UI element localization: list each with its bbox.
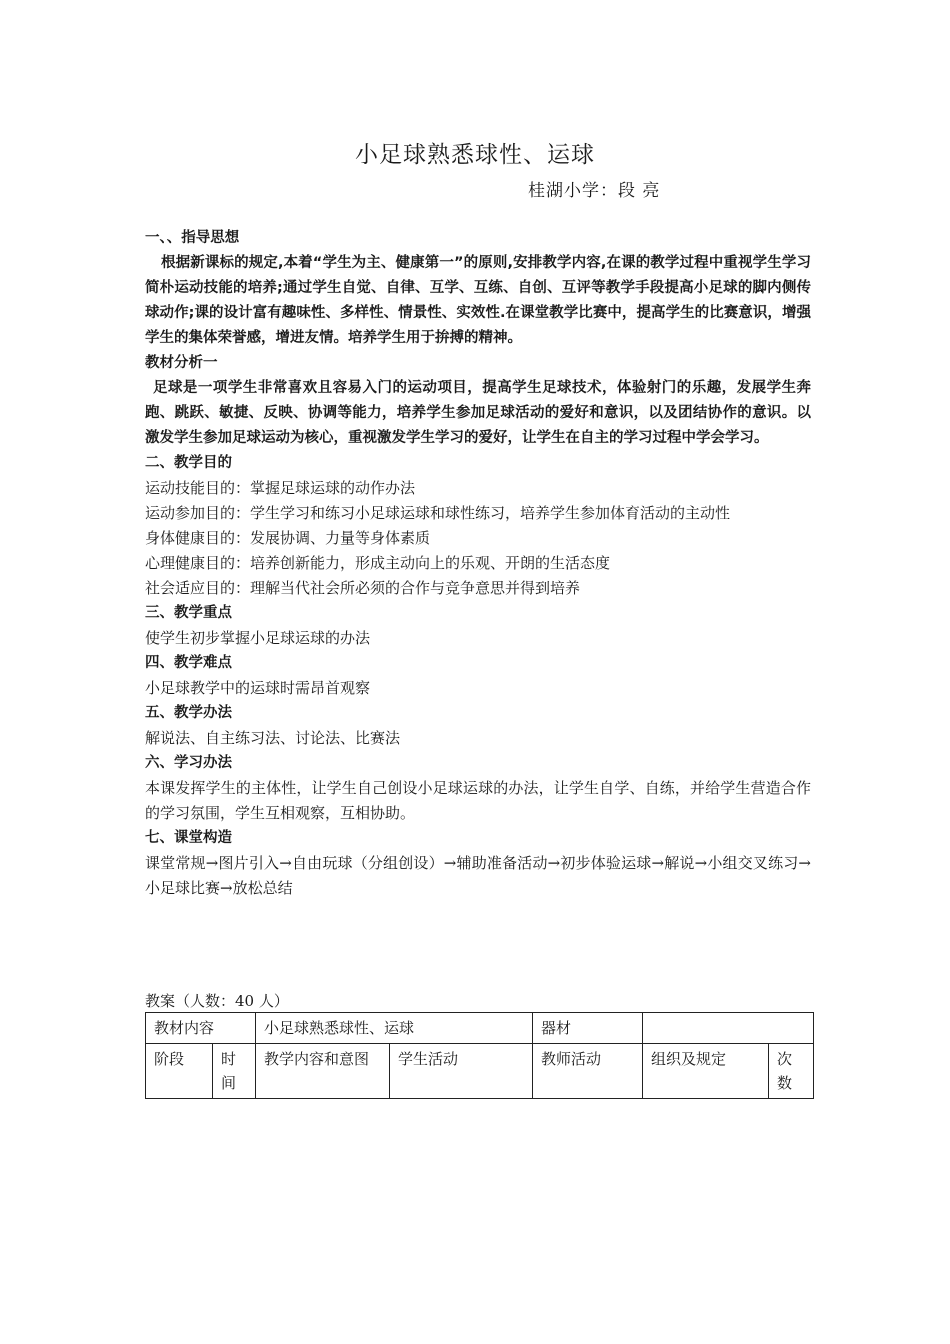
goal-item: 运动技能目的：掌握足球运球的动作办法: [145, 479, 416, 497]
author-line: 桂湖小学：段 亮: [528, 181, 661, 201]
document-title: 小足球熟悉球性、运球: [355, 142, 595, 168]
section-heading-difficulty: 四、教学难点: [145, 655, 232, 671]
plan-caption: 教案（人数：40 人）: [145, 992, 289, 1010]
goal-item: 身体健康目的：发展协调、力量等身体素质: [145, 529, 431, 547]
header-cell-time: 时间: [213, 1044, 256, 1099]
header-cell-count: 次数: [769, 1044, 814, 1099]
guide-paragraph: 根据新课标的规定,本着“学生为主、健康第一”的原则,安排教学内容,在课的教学过程中重视学生学习简朴运动技能的培养;通过学生自觉、自律、互学、互练、自创、互评等教学手段提高小足球的脚内侧传球动作;课的设计富有趣味性、多样性、情景性、实效性.在课堂教学比赛中，提高学生的比赛意识，增强学生的集体荣誉感，增进友情。培养学生用于拚搏的精神。: [145, 255, 811, 346]
section-heading-method: 五、教学办法: [145, 705, 232, 721]
learning-paragraph: 本课发挥学生的主体性，让学生自己创设小足球运球的办法，让学生自学、自练，并给学生营造合作的学习氛围，学生互相观察，互相协助。: [145, 779, 811, 822]
header-cell-organization: 组织及规定: [643, 1044, 769, 1099]
structure-paragraph: 课堂常规→图片引入→自由玩球（分组创设）→辅助准备活动→初步体验运球→解说→小组交叉练习→小足球比赛→放松总结: [145, 854, 811, 897]
goal-item: 社会适应目的：理解当代社会所必须的合作与竞争意思并得到培养: [145, 579, 581, 597]
difficulty-paragraph: 小足球教学中的运球时需昂首观察: [145, 679, 371, 697]
equipment-value-cell: [643, 1013, 814, 1044]
section-heading-material: 教材分析一: [145, 355, 218, 371]
material-label-cell: 教材内容: [146, 1013, 256, 1044]
material-value-cell: 小足球熟悉球性、运球: [256, 1013, 533, 1044]
goal-item: 运动参加目的：学生学习和练习小足球运球和球性练习，培养学生参加体育活动的主动性: [145, 504, 731, 522]
header-cell-stage: 阶段: [146, 1044, 213, 1099]
section-heading-learning: 六、学习办法: [145, 755, 232, 771]
table-header-row: [146, 1044, 814, 1099]
equipment-label-cell: 器材: [533, 1013, 643, 1044]
section-heading-goals: 二、教学目的: [145, 455, 232, 471]
table-row: [146, 1013, 814, 1044]
lesson-plan-table: [145, 1012, 814, 1099]
header-cell-teacher: 教师活动: [533, 1044, 643, 1099]
header-cell-content: 教学内容和意图: [256, 1044, 390, 1099]
document-body: [145, 226, 811, 1099]
goal-item: 心理健康目的：培养创新能力，形成主动向上的乐观、开朗的生活态度: [145, 554, 611, 572]
section-heading-structure: 七、课堂构造: [145, 830, 232, 846]
section-heading-key: 三、教学重点: [145, 605, 232, 621]
key-paragraph: 使学生初步掌握小足球运球的办法: [145, 629, 371, 647]
header-cell-student: 学生活动: [390, 1044, 533, 1099]
method-paragraph: 解说法、自主练习法、讨论法、比赛法: [145, 729, 401, 747]
section-heading-guide: 一、、指导思想: [145, 230, 240, 246]
material-paragraph: 足球是一项学生非常喜欢且容易入门的运动项目，提高学生足球技术，体验射门的乐趣，发展学生奔跑、跳跃、敏捷、反映、协调等能力，培养学生参加足球活动的爱好和意识，以及团结协作的意识。以激发学生参加足球运动为核心，重视激发学生学习的爱好，让学生在自主的学习过程中学会学习。: [145, 380, 811, 446]
